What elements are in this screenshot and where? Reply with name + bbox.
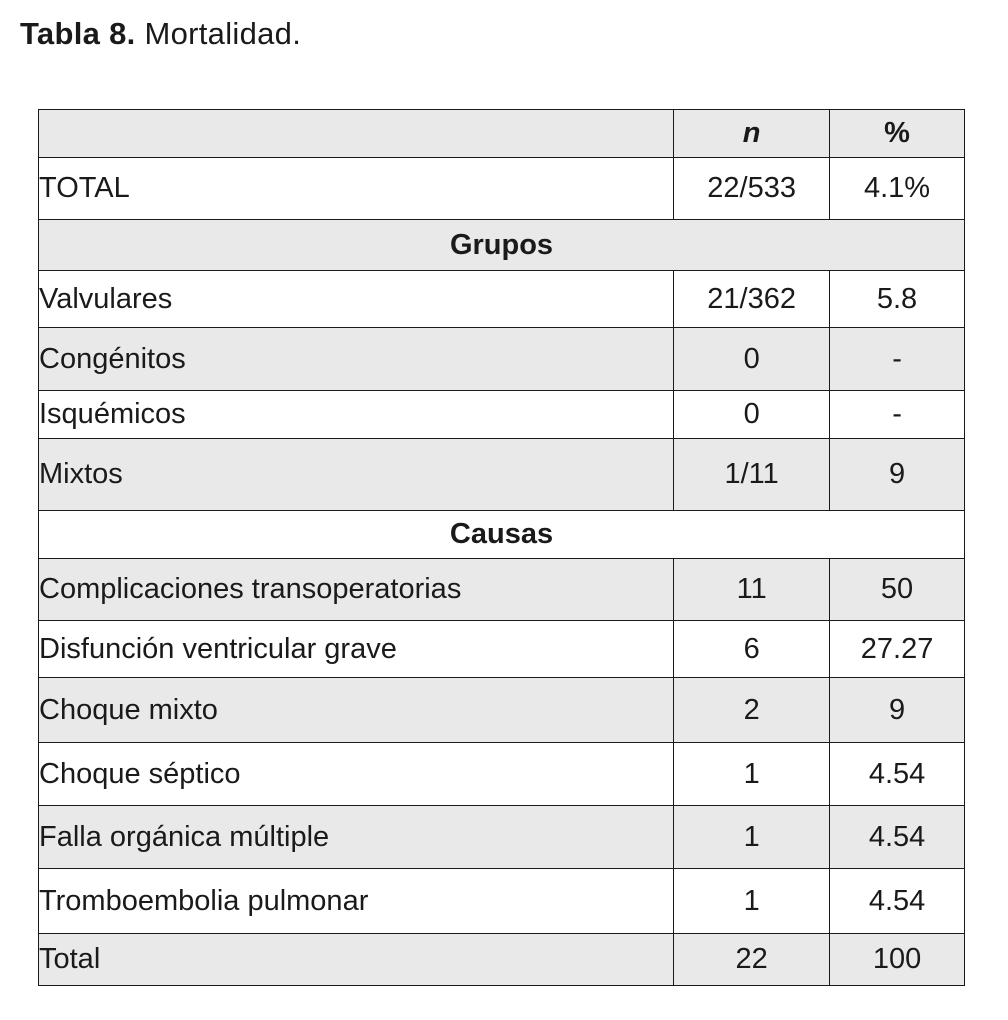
row-label: Valvulares <box>39 271 674 328</box>
row-n: 11 <box>674 559 830 621</box>
row-pct: 9 <box>830 678 965 743</box>
header-label-cell <box>39 110 674 158</box>
section-row-causes <box>39 511 965 559</box>
table-row <box>39 621 965 678</box>
table-row <box>39 678 965 743</box>
row-pct: 4.54 <box>830 743 965 806</box>
table-row <box>39 806 965 869</box>
table-number: Tabla 8. <box>20 16 136 51</box>
row-pct: 5.8 <box>830 271 965 328</box>
table-row <box>39 271 965 328</box>
row-n: 1/11 <box>674 439 830 511</box>
table-row <box>39 328 965 391</box>
row-n: 1 <box>674 743 830 806</box>
row-label: Total <box>39 934 674 986</box>
section-title-groups: Grupos <box>39 220 965 271</box>
row-n: 1 <box>674 869 830 934</box>
row-n: 1 <box>674 806 830 869</box>
row-pct: 4.54 <box>830 869 965 934</box>
row-n: 0 <box>674 328 830 391</box>
row-label: TOTAL <box>39 158 674 220</box>
row-label: Mixtos <box>39 439 674 511</box>
header-n: n <box>674 110 830 158</box>
table-row <box>39 743 965 806</box>
table-row <box>39 439 965 511</box>
table-title: Mortalidad. <box>144 16 302 51</box>
footer-total-row <box>39 934 965 986</box>
header-pct: % <box>830 110 965 158</box>
row-pct: 9 <box>830 439 965 511</box>
table-row <box>39 559 965 621</box>
row-pct: - <box>830 391 965 439</box>
row-pct: 4.1% <box>830 158 965 220</box>
table-row <box>39 869 965 934</box>
table-caption <box>20 16 301 52</box>
section-title-causes: Causas <box>39 511 965 559</box>
row-label: Complicaciones transoperatorias <box>39 559 674 621</box>
row-pct: 100 <box>830 934 965 986</box>
table-row <box>39 391 965 439</box>
row-pct: 27.27 <box>830 621 965 678</box>
row-n: 2 <box>674 678 830 743</box>
row-pct: 50 <box>830 559 965 621</box>
row-label: Falla orgánica múltiple <box>39 806 674 869</box>
row-label: Congénitos <box>39 328 674 391</box>
total-row <box>39 158 965 220</box>
row-label: Isquémicos <box>39 391 674 439</box>
row-n: 22/533 <box>674 158 830 220</box>
mortality-table <box>38 109 965 986</box>
row-label: Disfunción ventricular grave <box>39 621 674 678</box>
row-pct: 4.54 <box>830 806 965 869</box>
section-row-groups <box>39 220 965 271</box>
row-label: Tromboembolia pulmonar <box>39 869 674 934</box>
row-label: Choque séptico <box>39 743 674 806</box>
row-n: 22 <box>674 934 830 986</box>
header-row <box>39 110 965 158</box>
row-label: Choque mixto <box>39 678 674 743</box>
row-n: 21/362 <box>674 271 830 328</box>
row-n: 6 <box>674 621 830 678</box>
row-n: 0 <box>674 391 830 439</box>
row-pct: - <box>830 328 965 391</box>
